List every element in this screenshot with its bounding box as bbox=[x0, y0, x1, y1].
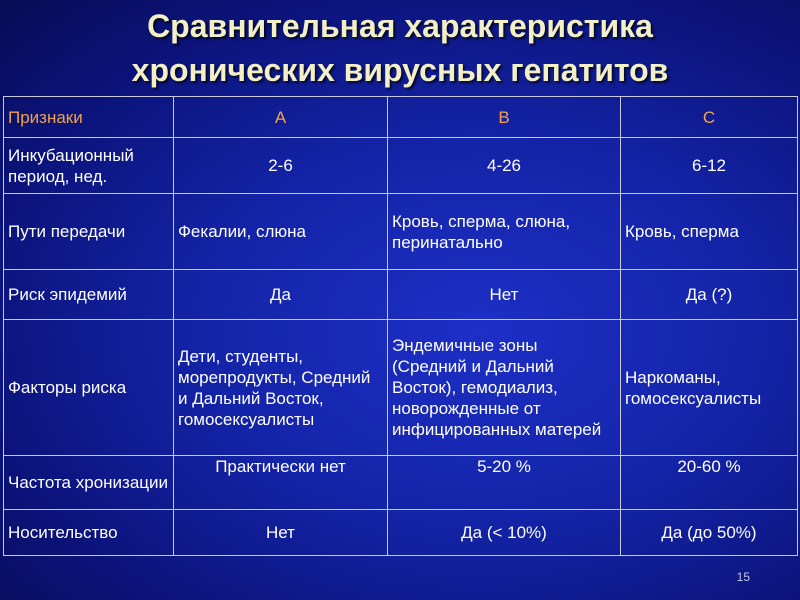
cell-carriage-a: Нет bbox=[174, 510, 388, 556]
row-label-incubation: Инкубационный период, нед. bbox=[4, 138, 174, 194]
cell-transmission-a: Фекалии, слюна bbox=[174, 194, 388, 270]
header-hepatitis-c: С bbox=[621, 97, 798, 138]
cell-incubation-b: 4-26 bbox=[388, 138, 621, 194]
cell-epidemic-risk-c: Да (?) bbox=[621, 270, 798, 320]
cell-incubation-a: 2-6 bbox=[174, 138, 388, 194]
table-row bbox=[4, 456, 798, 510]
slide-title bbox=[0, 4, 800, 92]
cell-risk-factors-c: Наркоманы, гомосексуалисты bbox=[621, 320, 798, 456]
header-hepatitis-a: А bbox=[174, 97, 388, 138]
row-label-carriage: Носительство bbox=[4, 510, 174, 556]
title-line-1: Сравнительная характеристика bbox=[147, 8, 653, 44]
cell-epidemic-risk-b: Нет bbox=[388, 270, 621, 320]
table-row bbox=[4, 510, 798, 556]
row-label-risk-factors: Факторы риска bbox=[4, 320, 174, 456]
cell-risk-factors-a: Дети, студенты, морепродукты, Средний и Дальний Восток, гомосексуалисты bbox=[174, 320, 388, 456]
cell-chronicity-a: Практически нет bbox=[174, 456, 388, 510]
cell-incubation-c: 6-12 bbox=[621, 138, 798, 194]
row-label-chronicity: Частота хронизации bbox=[4, 456, 174, 510]
table-row bbox=[4, 138, 798, 194]
hepatitis-comparison-table bbox=[3, 96, 798, 556]
cell-carriage-c: Да (до 50%) bbox=[621, 510, 798, 556]
cell-epidemic-risk-a: Да bbox=[174, 270, 388, 320]
cell-chronicity-b: 5-20 % bbox=[388, 456, 621, 510]
slide-page-number: 15 bbox=[736, 570, 750, 584]
table-row bbox=[4, 270, 798, 320]
table-header-row bbox=[4, 97, 798, 138]
row-label-epidemic-risk: Риск эпидемий bbox=[4, 270, 174, 320]
table-row bbox=[4, 194, 798, 270]
row-label-transmission: Пути передачи bbox=[4, 194, 174, 270]
header-features: Признаки bbox=[4, 97, 174, 138]
cell-transmission-c: Кровь, сперма bbox=[621, 194, 798, 270]
title-line-2: хронических вирусных гепатитов bbox=[131, 52, 669, 88]
table-row bbox=[4, 320, 798, 456]
cell-risk-factors-b: Эндемичные зоны (Средний и Дальний Восток), гемодиализ, новорожденные от инфицированных матерей bbox=[388, 320, 621, 456]
cell-carriage-b: Да (< 10%) bbox=[388, 510, 621, 556]
cell-chronicity-c: 20-60 % bbox=[621, 456, 798, 510]
cell-transmission-b: Кровь, сперма, слюна, перинатально bbox=[388, 194, 621, 270]
header-hepatitis-b: В bbox=[388, 97, 621, 138]
